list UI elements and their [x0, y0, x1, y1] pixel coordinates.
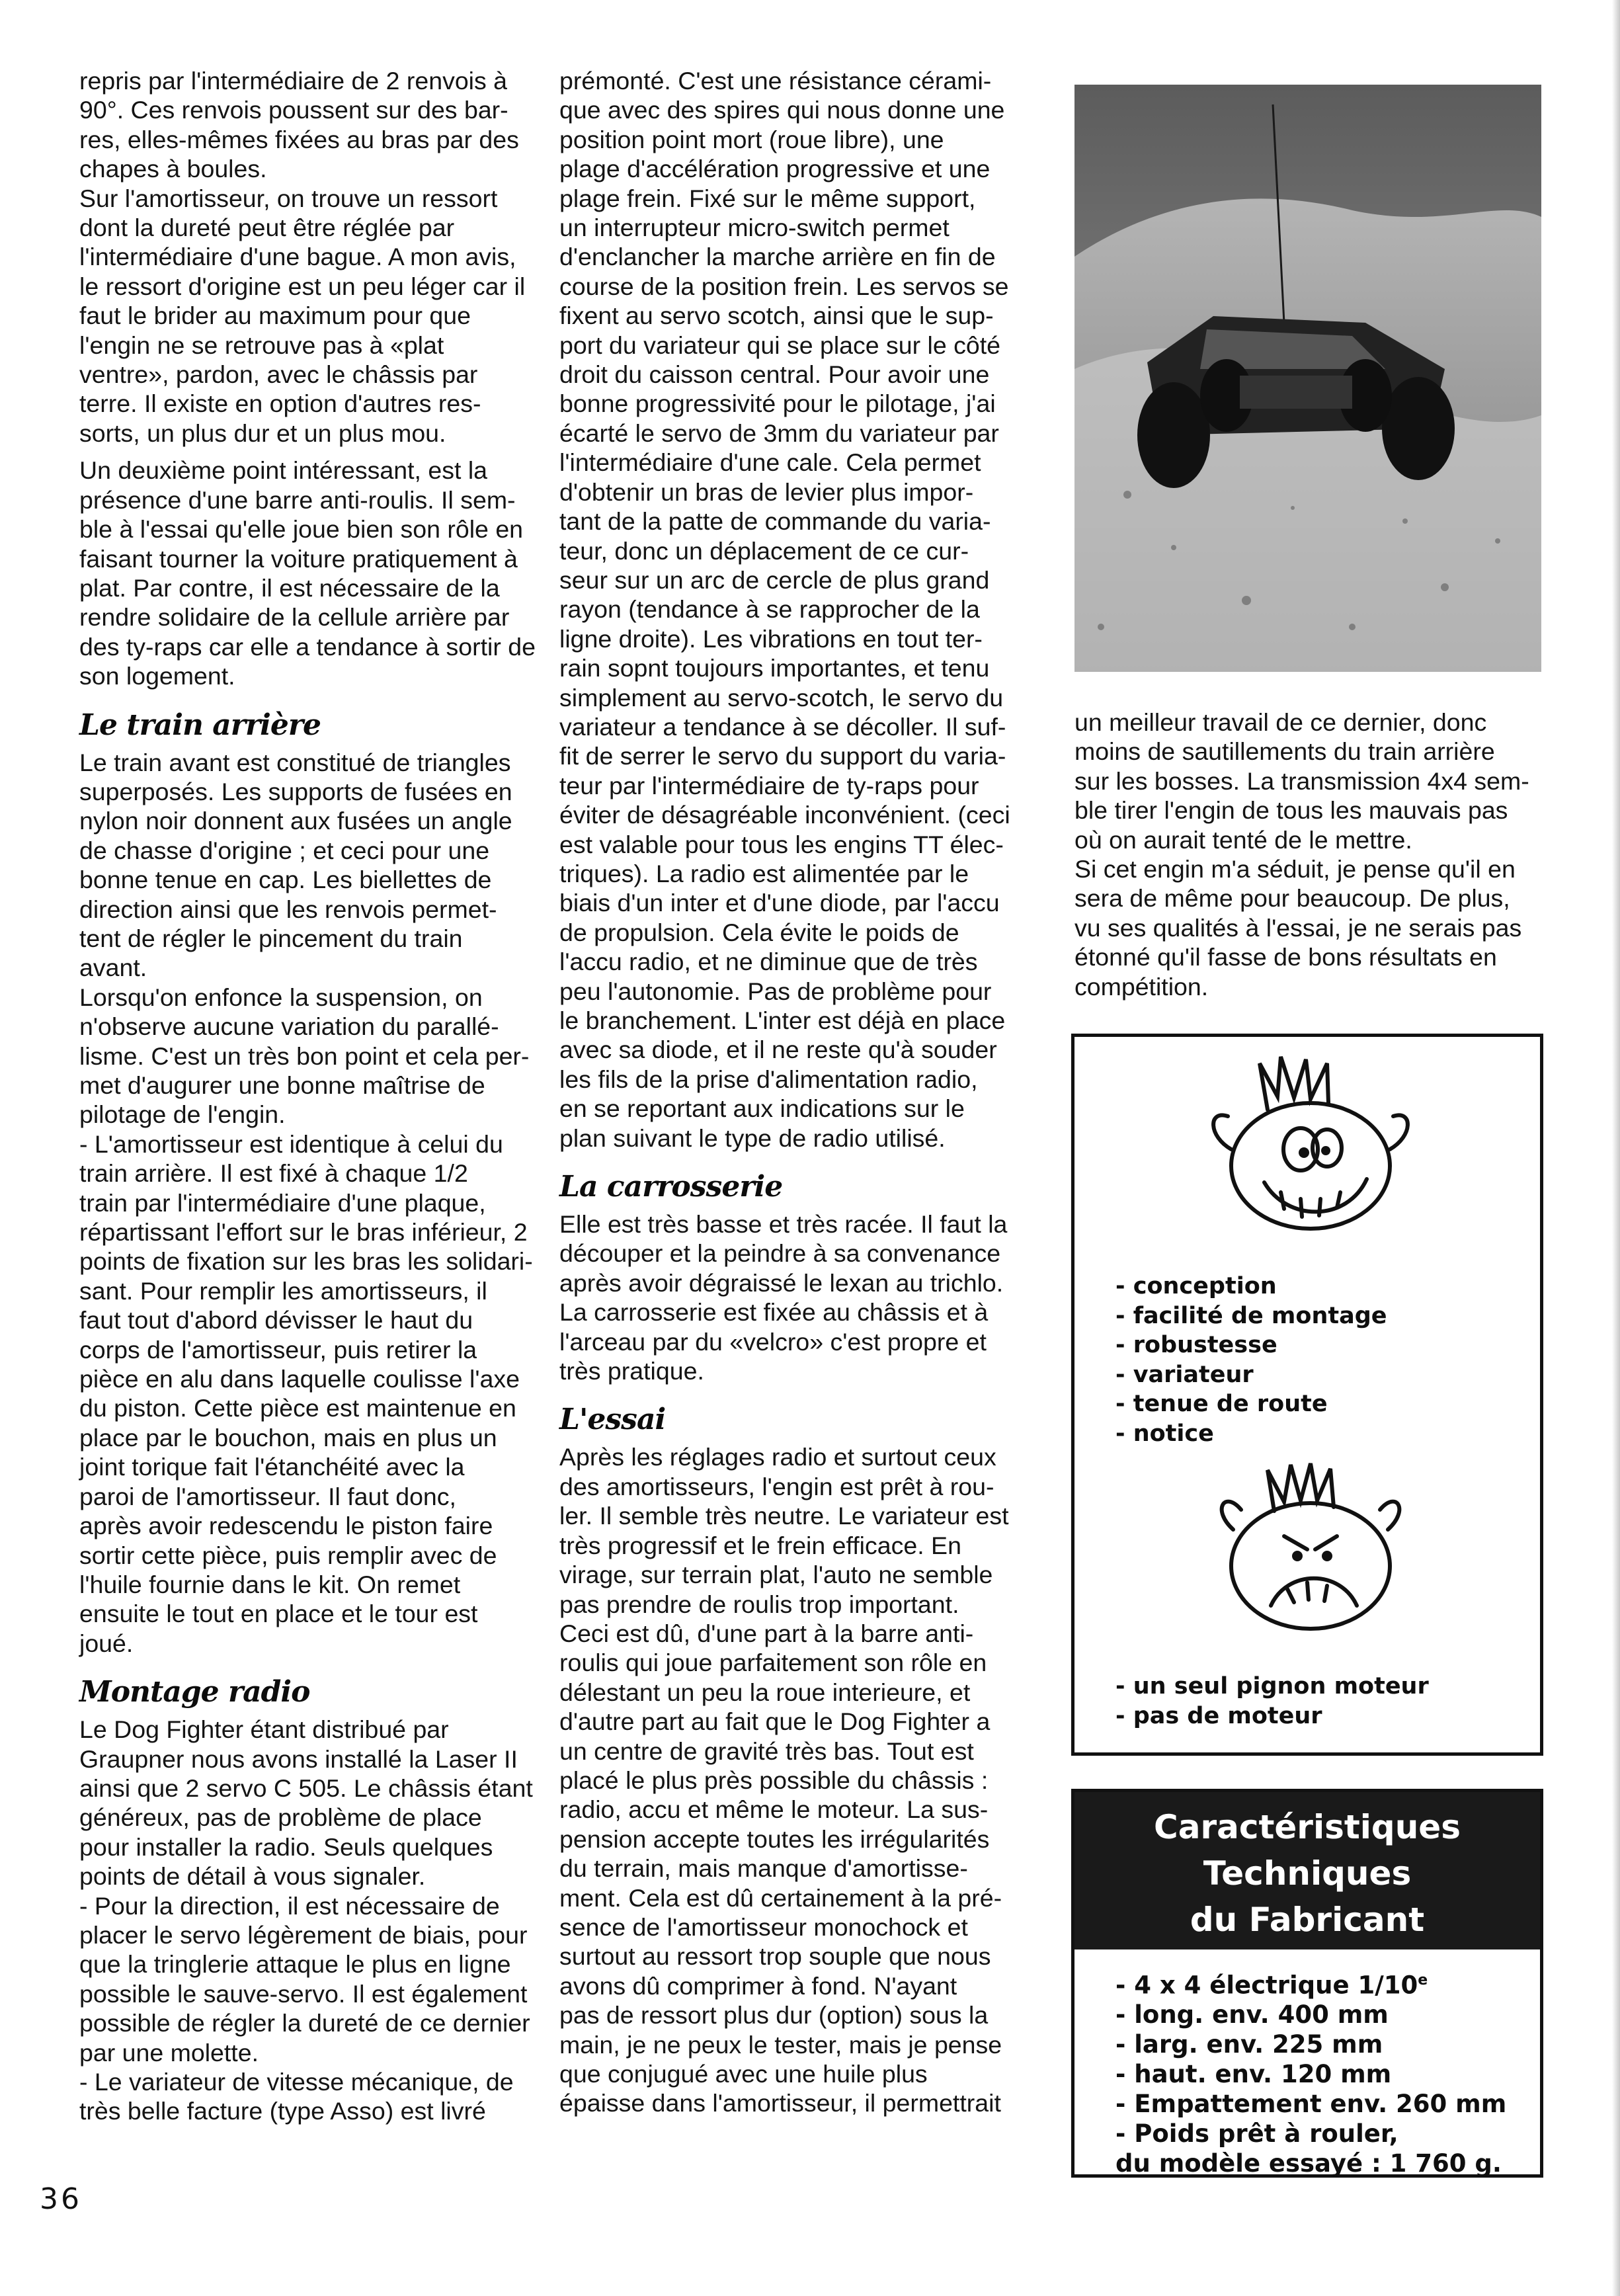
spec-item: - 4 x 4 électrique 1/10e [1115, 1971, 1428, 2000]
pros-item: - tenue de route [1115, 1391, 1328, 1418]
paragraph: repris par l'intermédiaire de 2 renvois à 90°. Ces renvois poussent sur des bar- res, elles-mêmes fixées au bras par des chapes à boules. Sur l'amortisseur, on trouve un ressort dont la dureté peut être réglée par l'intermédiaire d'une bague. A mon avis, le ressort d'origine est un peu léger car il faut le brider au maximum pour que l'engin ne se retrouve pas à «plat ventre», pardon, avec le châssis par terre. Il existe en option d'autres res- sorts, un plus dur et un plus mou. [79, 67, 526, 447]
pros-item: - conception [1115, 1273, 1277, 1299]
spec-superscript: e [1418, 1972, 1428, 1988]
angry-monster-icon [1201, 1450, 1420, 1642]
specs-title-line: Techniques [1203, 1854, 1412, 1893]
paragraph: un meilleur travail de ce dernier, donc moins de sautillements du train arrière sur les bosses. La transmission 4x4 sem- ble tirer l'engin de tous les mauvais pas où on aurait tenté de le mettre. Si cet engin m'a séduit, je pense qu'il en sera de même pour beaucoup. De plus, vu ses qualités à l'essai, je ne serais pas étonné qu'il fasse de bons résultats en compétition. [1074, 708, 1529, 1001]
spec-item: - Empattement env. 260 mm [1115, 2090, 1507, 2119]
paragraph: Elle est très basse et très racée. Il faut la découper et la peindre à sa convenance après avoir dégraissé le lexan au trichlo. La carrosserie est fixée au châssis et à l'arceau par du «velcro» c'est propre et très pratique. [559, 1210, 1008, 1385]
paragraph: Un deuxième point intéressant, est la présence d'une barre anti-roulis. Il sem- ble à l'essai qu'elle joue bien son rôle en faisant tourner la voiture pratiquement à plat. Par contre, il est nécessaire de la rendre solidaire de la cellule arrière par des ty-raps car elle a tendance à sortir de son logement. [79, 456, 536, 690]
text-column-3 [1074, 708, 1537, 1001]
spec-item: - larg. env. 225 mm [1115, 2030, 1383, 2059]
spec-item: - haut. env. 120 mm [1115, 2060, 1392, 2089]
paragraph: Le Dog Fighter étant distribué par Graupner nous avons installé la Laser II ainsi que 2 servo C 505. Le châssis étant généreux, pas de problème de place pour installer la radio. Seuls quelques points de détail à vous signaler. - Pour la direction, il est nécessaire de placer le servo légèrement de biais, pour que la tringlerie attaque le plus en ligne possible le sauve-servo. Il est également possible de régler la dureté de ce dernier par une molette. - Le variateur de vitesse mécanique, de très belle facture (type Asso) est livré [79, 1715, 533, 2125]
specs-box [1071, 1789, 1543, 2178]
paragraph: Le train avant est constitué de triangles superposés. Les supports de fusées en nylon noir donnent aux fusées un angle de chasse d'origine ; et ceci pour une bonne tenue en cap. Les biellettes de direction ainsi que les renvois permet- tent de régler le pincement du train avant. Lorsqu'on enfonce la suspension, on n'observe aucune variation du parallé- lisme. C'est un très bon point et cela per- met d'augurer une bonne maîtrise de pilotage de l'engin. - L'amortisseur est identique à celui du train arrière. Il est fixé à chaque 1/2 train par l'intermédiaire d'une plaque, répartissant l'effort sur le bras inférieur, 2 points de fixation sur les bras les solidari- sant. Pour remplir les amortisseurs, il faut tout d'abord dévisser le haut du corps de l'amortisseur, puis retirer la pièce en alu dans laquelle coulisse l'axe du piston. Cette pièce est maintenue en place par le bouchon, mais en plus un joint torique fait l'étanchéité avec la paroi de l'amortisseur. Il faut donc, après avoir redescendu le piston faire sortir cette pièce, puis remplir avec de l'huile fournie dans le kit. On remet ensuite le tout en place et le tour est joué. [79, 748, 533, 1657]
pros-item: - variateur [1115, 1361, 1254, 1388]
specs-list [1115, 1965, 1506, 2178]
cons-item: - un seul pignon moteur [1115, 1673, 1429, 1700]
specs-title-line: Caractéristiques [1154, 1808, 1461, 1846]
page-number: 36 [40, 2182, 82, 2216]
spec-item: - Poids prêt à rouler, [1115, 2119, 1398, 2149]
section-heading-montage-radio: Montage radio [79, 1675, 310, 1709]
text-column-1 [79, 66, 536, 2126]
pros-item: - facilité de montage [1115, 1302, 1387, 1329]
cons-list [1115, 1672, 1429, 1731]
pros-item: - notice [1115, 1420, 1214, 1447]
specs-title [1074, 1792, 1540, 1949]
pros-list [1115, 1272, 1387, 1449]
cons-item: - pas de moteur [1115, 1702, 1322, 1729]
happy-monster-icon [1201, 1050, 1420, 1242]
section-heading-train-arriere: Le train arrière [79, 708, 321, 742]
section-heading-carrosserie: La carrosserie [559, 1170, 783, 1204]
rc-car-photo [1074, 85, 1541, 672]
section-heading-essai: L'essai [559, 1403, 666, 1437]
page-edge-shadow [1612, 0, 1620, 2296]
paragraph: prémonté. C'est une résistance cérami- que avec des spires qui nous donne une position point mort (roue libre), une plage d'accélération progressive et une plage frein. Fixé sur le même support, un interrupteur micro-switch permet d'enclancher la marche arrière en fin de course de la position frein. Les servos se fixent au servo scotch, ainsi que le sup- port du variateur qui se place sur le côté droit du caisson central. Pour avoir une bonne progressivité pour le pilotage, j'ai écarté le servo de 3mm du variateur par l'intermédiaire d'une cale. Cela permet d'obtenir un bras de levier plus impor- tant de la patte de commande du varia- teur, donc un déplacement de ce cur- seur sur un arc de cercle de plus grand rayon (tendance à se rapprocher de la ligne droite). Les vibrations en tout ter- rain sopnt toujours importantes, et tenu simplement au servo-scotch, le servo du variateur a tendance à se décoller. Il suf- fit de serrer le servo du support du varia- teur par l'intermédiaire de ty-raps pour éviter de désagréable inconvénient. (ceci est valable pour tous les engins TT élec- triques). La radio est alimentée par le biais d'un inter et d'une diode, par l'accu de propulsion. Cela évite le poids de l'accu radio, et ne diminue que de très peu l'autonomie. Pas de problème pour le branchement. L'inter est déjà en place avec sa diode, et il ne reste qu'à souder les fils de la prise d'alimentation radio, en se reportant aux indications sur le plan suivant le type de radio utilisé. [559, 67, 1010, 1152]
paragraph: Après les réglages radio et surtout ceux des amortisseurs, l'engin est prêt à rou- ler. Il semble très neutre. Le variateur est très progressif et le frein efficace. En virage, sur terrain plat, l'auto ne semble pas prendre de roulis trop important. Ceci est dû, d'une part à la barre anti- roulis qui joue parfaitement son rôle en délestant un peu la roue interieure, et d'autre part au fait que le Dog Fighter a un centre de gravité très bas. Tout est placé le plus près possible du châssis : radio, accu et même le moteur. La sus- pension accepte toutes les irrégularités du terrain, mais manque d'amortisse- ment. Cela est dû certainement à la pré- sence de l'amortisseur monochock et surtout au ressort trop souple que nous avons dû comprimer à fond. N'ayant pas de ressort plus dur (option) sous la main, je ne peux le tester, mais je pense que conjugué avec une huile plus épaisse dans l'amortisseur, il permettrait [559, 1443, 1009, 2117]
text-column-2 [559, 66, 1038, 2118]
specs-title-line: du Fabricant [1190, 1901, 1425, 1939]
spec-item: - long. env. 400 mm [1115, 2000, 1389, 2030]
spec-item: du modèle essayé : 1 760 g. [1115, 2149, 1502, 2178]
pros-cons-box [1071, 1034, 1543, 1756]
pros-item: - robustesse [1115, 1332, 1277, 1359]
